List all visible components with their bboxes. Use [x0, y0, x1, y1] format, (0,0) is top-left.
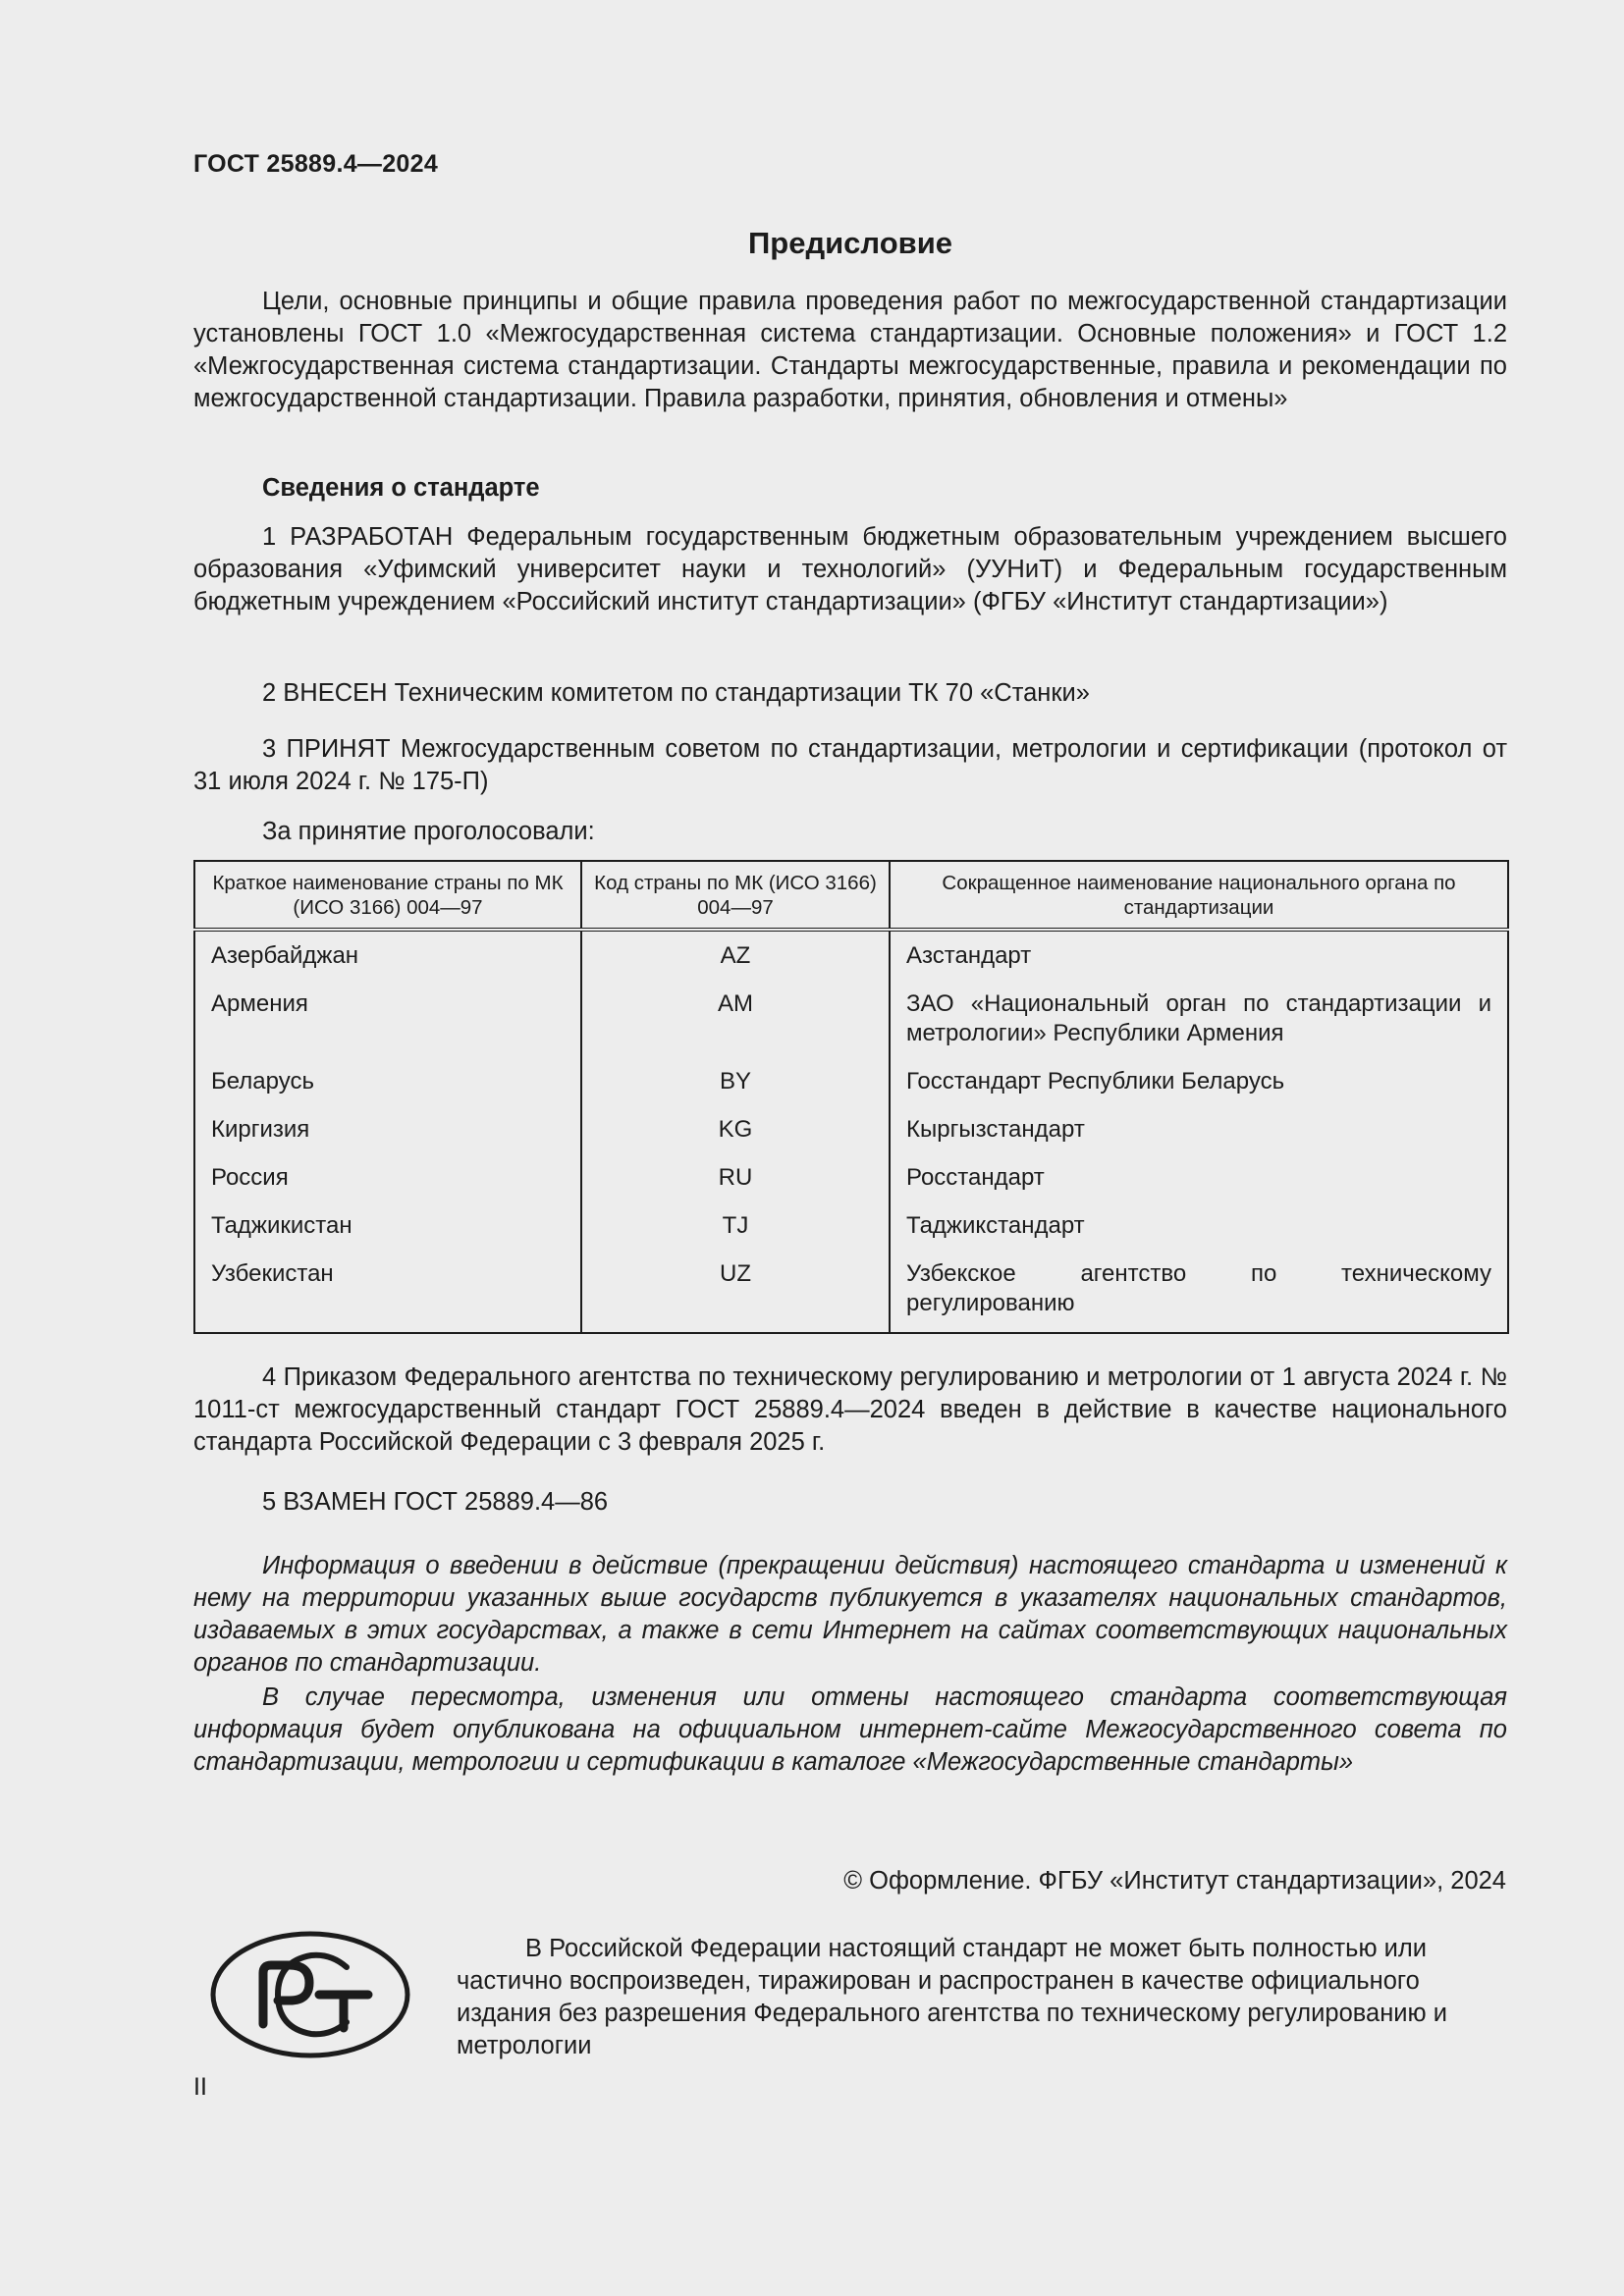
country-code-cell: TJ	[581, 1202, 890, 1251]
item-2-introduced: 2 ВНЕСЕН Техническим комитетом по стандартизации ТК 70 «Станки»	[262, 679, 1090, 707]
country-code-cell: RU	[581, 1154, 890, 1202]
country-code-cell: BY	[581, 1058, 890, 1106]
national-body-cell: Кыргызстандарт	[890, 1106, 1508, 1154]
table-row	[194, 1202, 1508, 1251]
page-title: Предисловие	[747, 226, 952, 260]
country-name-cell: Армения	[211, 990, 308, 1017]
table-row	[194, 1106, 1508, 1154]
country-code-cell: KG	[581, 1106, 890, 1154]
italic-note-publication: Информация о введении в действие (прекращении действия) настоящего стандарта и изменений к нему на территории указанных выше государств публикуется в указателях национальных стандартов, издаваемых в этих государствах, а также в сети Интернет на сайтах соответствующих национальных органов по стандартизации.	[193, 1552, 1507, 1677]
standard-info-heading: Сведения о стандарте	[262, 474, 540, 502]
national-body-cell: Таджикстандарт	[890, 1202, 1508, 1251]
country-name-cell: Беларусь	[211, 1068, 314, 1095]
table-row	[194, 1251, 1508, 1333]
country-code-cell: AM	[581, 981, 890, 1058]
table-row	[194, 981, 1508, 1058]
copyright-line: © Оформление. ФГБУ «Институт стандартизации», 2024	[843, 1867, 1506, 1895]
country-code-cell: UZ	[581, 1251, 890, 1333]
header-national-body: Сокращенное наименование национального органа по стандартизации	[890, 861, 1508, 930]
national-body-cell: Росстандарт	[890, 1154, 1508, 1202]
table-header-row	[194, 861, 1508, 930]
item-3-adopted: 3 ПРИНЯТ Межгосударственным советом по стандартизации, метрологии и сертификации (протокол от 31 июля 2024 г. № 175-П)	[193, 735, 1507, 795]
item-5-replaces: 5 ВЗАМЕН ГОСТ 25889.4—86	[262, 1488, 609, 1516]
national-body-cell: Госстандарт Республики Беларусь	[890, 1058, 1508, 1106]
country-name-cell: Россия	[211, 1164, 289, 1191]
national-body-cell: Азстандарт	[890, 930, 1508, 981]
italic-note-revision: В случае пересмотра, изменения или отмены настоящего стандарта соответствующая информация будет опубликована на официальном интернет-сайте Межгосударственного совета по стандартизации, метрологии и сертификации в каталоге «Межгосударственные стандарты»	[193, 1683, 1507, 1776]
page-number: II	[193, 2073, 207, 2101]
header-country-name: Краткое наименование страны по МК (ИСО 3166) 004—97	[194, 861, 581, 930]
intro-paragraph: Цели, основные принципы и общие правила проведения работ по межгосударственной стандартизации установлены ГОСТ 1.0 «Межгосударственная система стандартизации. Основные положения» и ГОСТ 1.2 «Межгосударственная система стандартизации. Стандарты межгосударственные, правила и рекомендации по межгосударственной стандартизации. Правила разработки, принятия, обновления и отмены»	[193, 288, 1507, 412]
item-4-order: 4 Приказом Федерального агентства по техническому регулированию и метрологии от 1 августа 2024 г. № 1011-ст межгосударственный стандарт ГОСТ 25889.4—2024 введен в действие в качестве национального стандарта Российской Федерации с 3 февраля 2025 г.	[193, 1363, 1507, 1456]
country-name-cell: Азербайджан	[211, 942, 359, 969]
table-row	[194, 1058, 1508, 1106]
country-code-cell: AZ	[581, 930, 890, 981]
reproduction-notice: В Российской Федерации настоящий стандарт не может быть полностью или частично воспроизведен, тиражирован и распространен в качестве официального издания без разрешения Федерального агентства по техническому регулированию и метрологии	[457, 1935, 1447, 2059]
item-1-developed: 1 РАЗРАБОТАН Федеральным государственным бюджетным образовательным учреждением высшего образования «Уфимский университет науки и технологий» (УУНиТ) и Федеральным государственным бюджетным учреждением «Российский институт стандартизации» (ФГБУ «Институт стандартизации»)	[193, 523, 1507, 615]
country-name-cell: Узбекистан	[211, 1260, 334, 1287]
country-name-cell: Таджикистан	[211, 1212, 352, 1239]
document-number-header: ГОСТ 25889.4—2024	[193, 150, 439, 178]
voting-countries-table	[193, 860, 1509, 1334]
voted-label: За принятие проголосовали:	[262, 818, 595, 845]
header-country-code: Код страны по МК (ИСО 3166) 004—97	[581, 861, 890, 930]
table-row	[194, 930, 1508, 981]
table-row	[194, 1154, 1508, 1202]
national-body-cell: Узбекское агентство по техническому регулированию	[890, 1251, 1508, 1333]
national-body-cell: ЗАО «Национальный орган по стандартизации и метрологии» Республики Армения	[890, 981, 1508, 1058]
country-name-cell: Киргизия	[211, 1116, 310, 1143]
rst-certification-mark-icon	[209, 1930, 411, 2064]
